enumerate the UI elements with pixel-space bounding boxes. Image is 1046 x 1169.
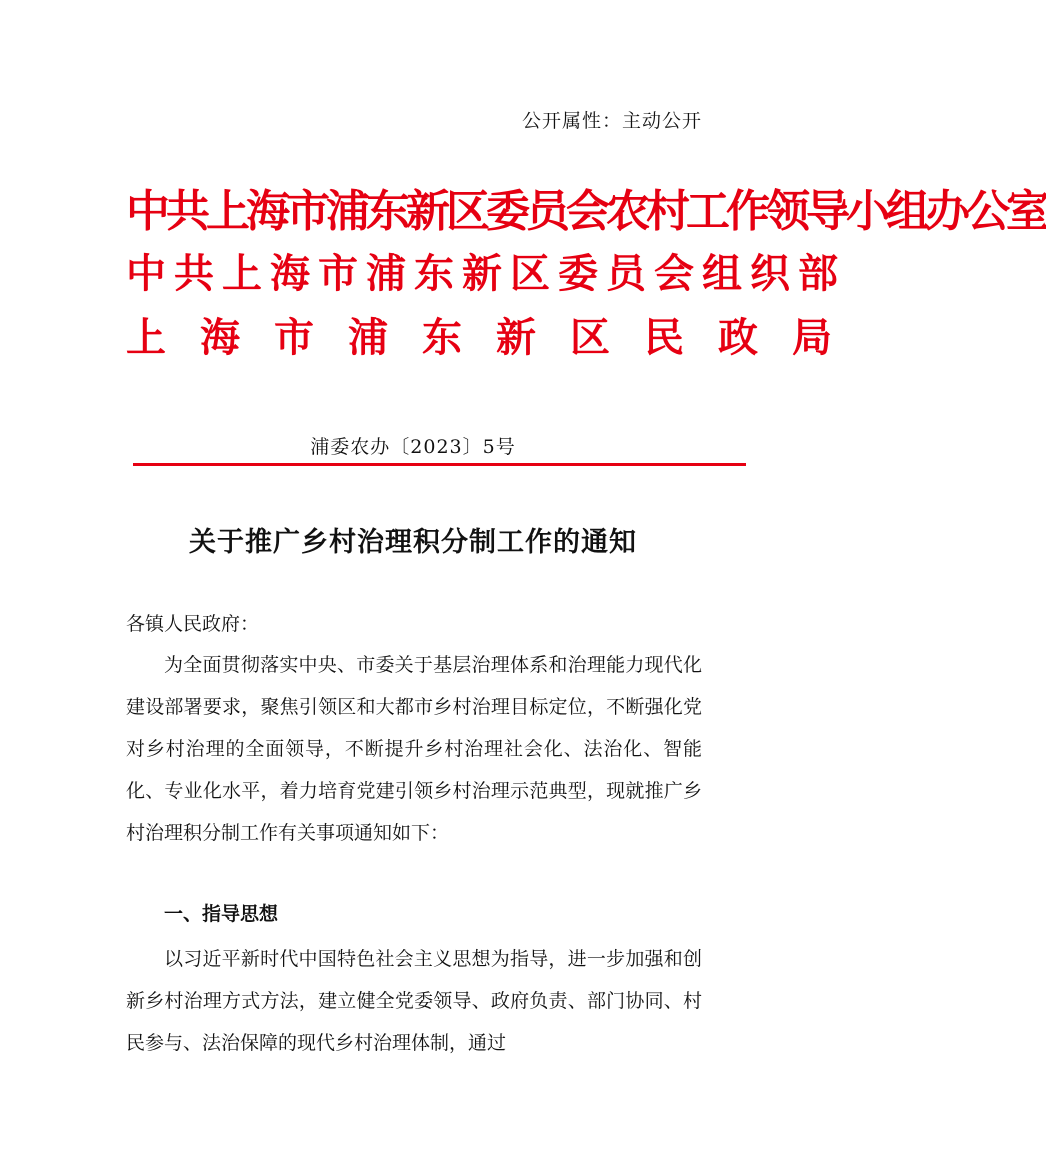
issuer-rural-work-office: 中共上海市浦东新区委员会农村工作领导小组办公室	[126, 186, 1046, 237]
document-number: 浦委农办〔2023〕5号	[310, 436, 516, 458]
issuer-civil-affairs-bureau: 上海市浦东新区民政局	[126, 314, 866, 361]
issuer-organization-department: 中共上海市浦东新区委员会组织部	[126, 250, 846, 297]
body-paragraph-intro: 为全面贯彻落实中央、市委关于基层治理体系和治理能力现代化建设部署要求，聚焦引领区和大都市乡村治理目标定位，不断强化党对乡村治理的全面领导，不断提升乡村治理社会化、法治化、智能化、专业化水平，着力培育党建引领乡村治理示范典型，现就推广乡村治理积分制工作有关事项通知如下：	[126, 654, 702, 844]
salutation: 各镇人民政府：	[126, 613, 260, 635]
body-paragraph-guiding-ideology: 以习近平新时代中国特色社会主义思想为指导，进一步加强和创新乡村治理方式方法，建立健全党委领导、政府负责、部门协同、村民参与、法治保障的现代乡村治理体制，通过	[126, 948, 702, 1054]
issuer-block	[126, 186, 1046, 380]
disclosure-attribute: 公开属性：主动公开	[521, 110, 702, 132]
section-heading-guiding-ideology: 一、指导思想	[164, 903, 279, 925]
document-title: 关于推广乡村治理积分制工作的通知	[189, 527, 637, 558]
red-divider	[133, 463, 746, 466]
